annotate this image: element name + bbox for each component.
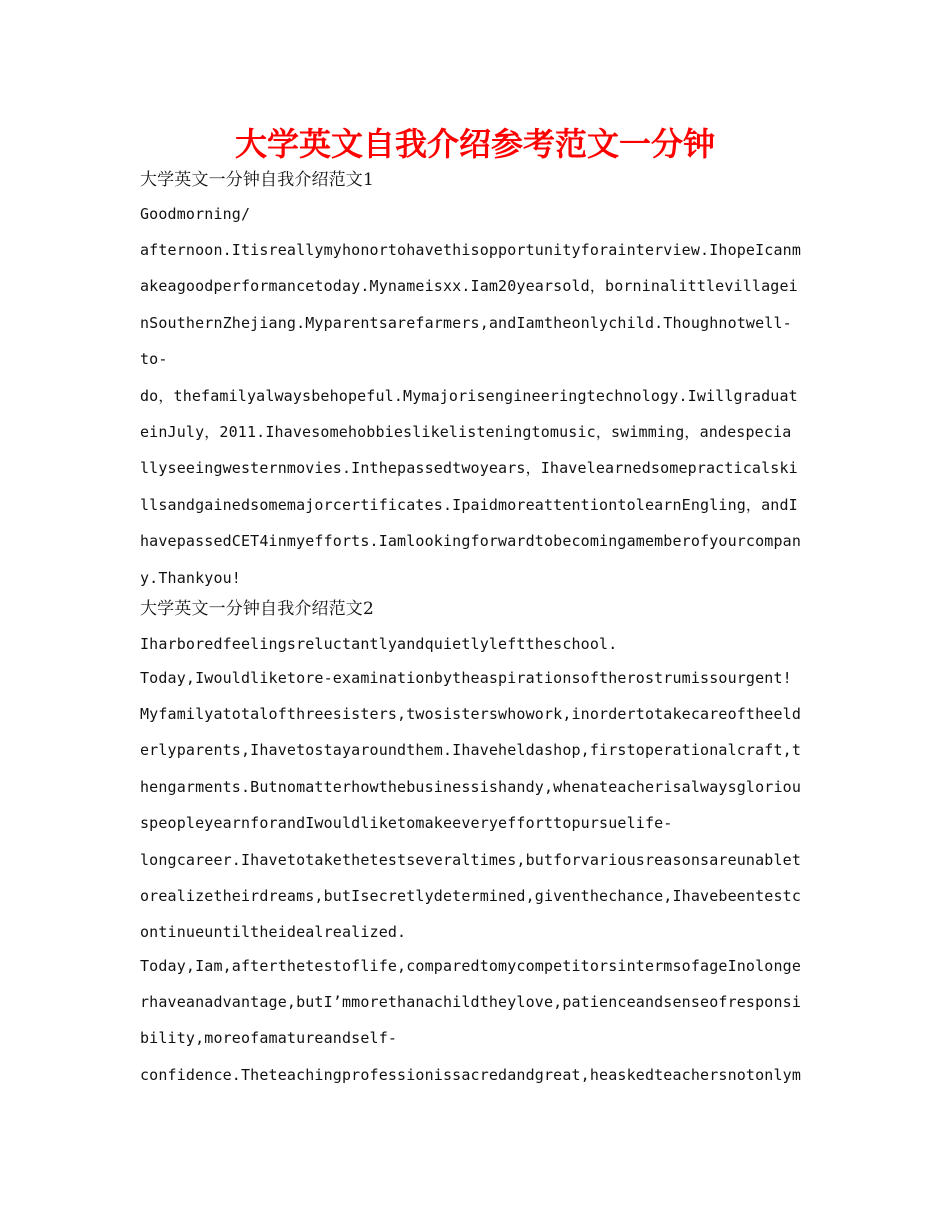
text-line: do，thefamilyalwaysbehopeful.Mymajorisengineeringtechnology.Iwillgraduat	[140, 387, 798, 405]
text-line: Myfamilyatotalofthreesisters,twosisterswhowork,inordertotakecareoftheeld	[140, 705, 802, 723]
text-line: nSouthernZhejiang.Myparentsarefarmers,andIamtheonlychild.Thoughnotwell-	[140, 314, 792, 332]
document-title: 大学英文自我介绍参考范文一分钟	[234, 125, 715, 163]
text-line: y.Thankyou!	[140, 569, 241, 587]
text-line: Goodmorning/	[140, 205, 251, 223]
section-heading-1: 大学英文一分钟自我介绍范文1	[140, 170, 374, 190]
text-line: longcareer.Ihavetotakethetestseveraltimes,butforvariousreasonsareunablet	[140, 851, 802, 869]
text-line: havepassedCET4inmyefforts.Iamlookingforwardtobecomingamemberofyourcompan	[140, 532, 802, 550]
text-line: confidence.Theteachingprofessionissacredandgreat,heaskedteachersnotonlym	[140, 1066, 802, 1084]
text-line: llyseeingwesternmovies.Inthepassedtwoyears，Ihavelearnedsomepracticalski	[140, 459, 798, 477]
text-line: orealizetheirdreams,butIsecretlydetermined,giventhechance,Ihavebeentestc	[140, 887, 802, 905]
text-line: ontinueuntiltheidealrealized.	[140, 923, 407, 941]
text-line: akeagoodperformancetoday.Mynameisxx.Iam20yearsold，borninalittlevillagei	[140, 277, 798, 295]
text-line: erlyparents,Ihavetostayaroundthem.Ihaveheldashop,firstoperationalcraft,t	[140, 741, 802, 759]
text-line: Today,Iam,afterthetestoflife,comparedtomycompetitorsintermsofageInolonge	[140, 957, 802, 975]
text-line: Today,Iwouldliketore-examinationbytheaspirationsoftherostrumissourgent!	[140, 669, 792, 687]
text-line: einJuly，2011.Ihavesomehobbieslikelisteningtomusic，swimming，andespecia	[140, 423, 792, 441]
section-heading-2: 大学英文一分钟自我介绍范文2	[140, 599, 374, 619]
text-line: rhaveanadvantage,butI’mmorethanachildtheylove,patienceandsenseofresponsi	[140, 993, 802, 1011]
text-line: speopleyearnforandIwouldliketomakeeveryefforttopursuelife-	[140, 814, 673, 832]
text-line: afternoon.Itisreallymyhonortohavethisopportunityforainterview.IhopeIcanm	[140, 241, 802, 259]
text-line: hengarments.Butnomatterhowthebusinessishandy,whenateacherisalwaysgloriou	[140, 778, 802, 796]
text-line: bility,moreofamatureandself-	[140, 1029, 398, 1047]
text-line: llsandgainedsomemajorcertificates.IpaidmoreattentiontolearnEngling，andI	[140, 496, 798, 514]
text-line: to-	[140, 350, 168, 368]
text-line: Iharboredfeelingsreluctantlyandquietlylefttheschool.	[140, 635, 618, 653]
